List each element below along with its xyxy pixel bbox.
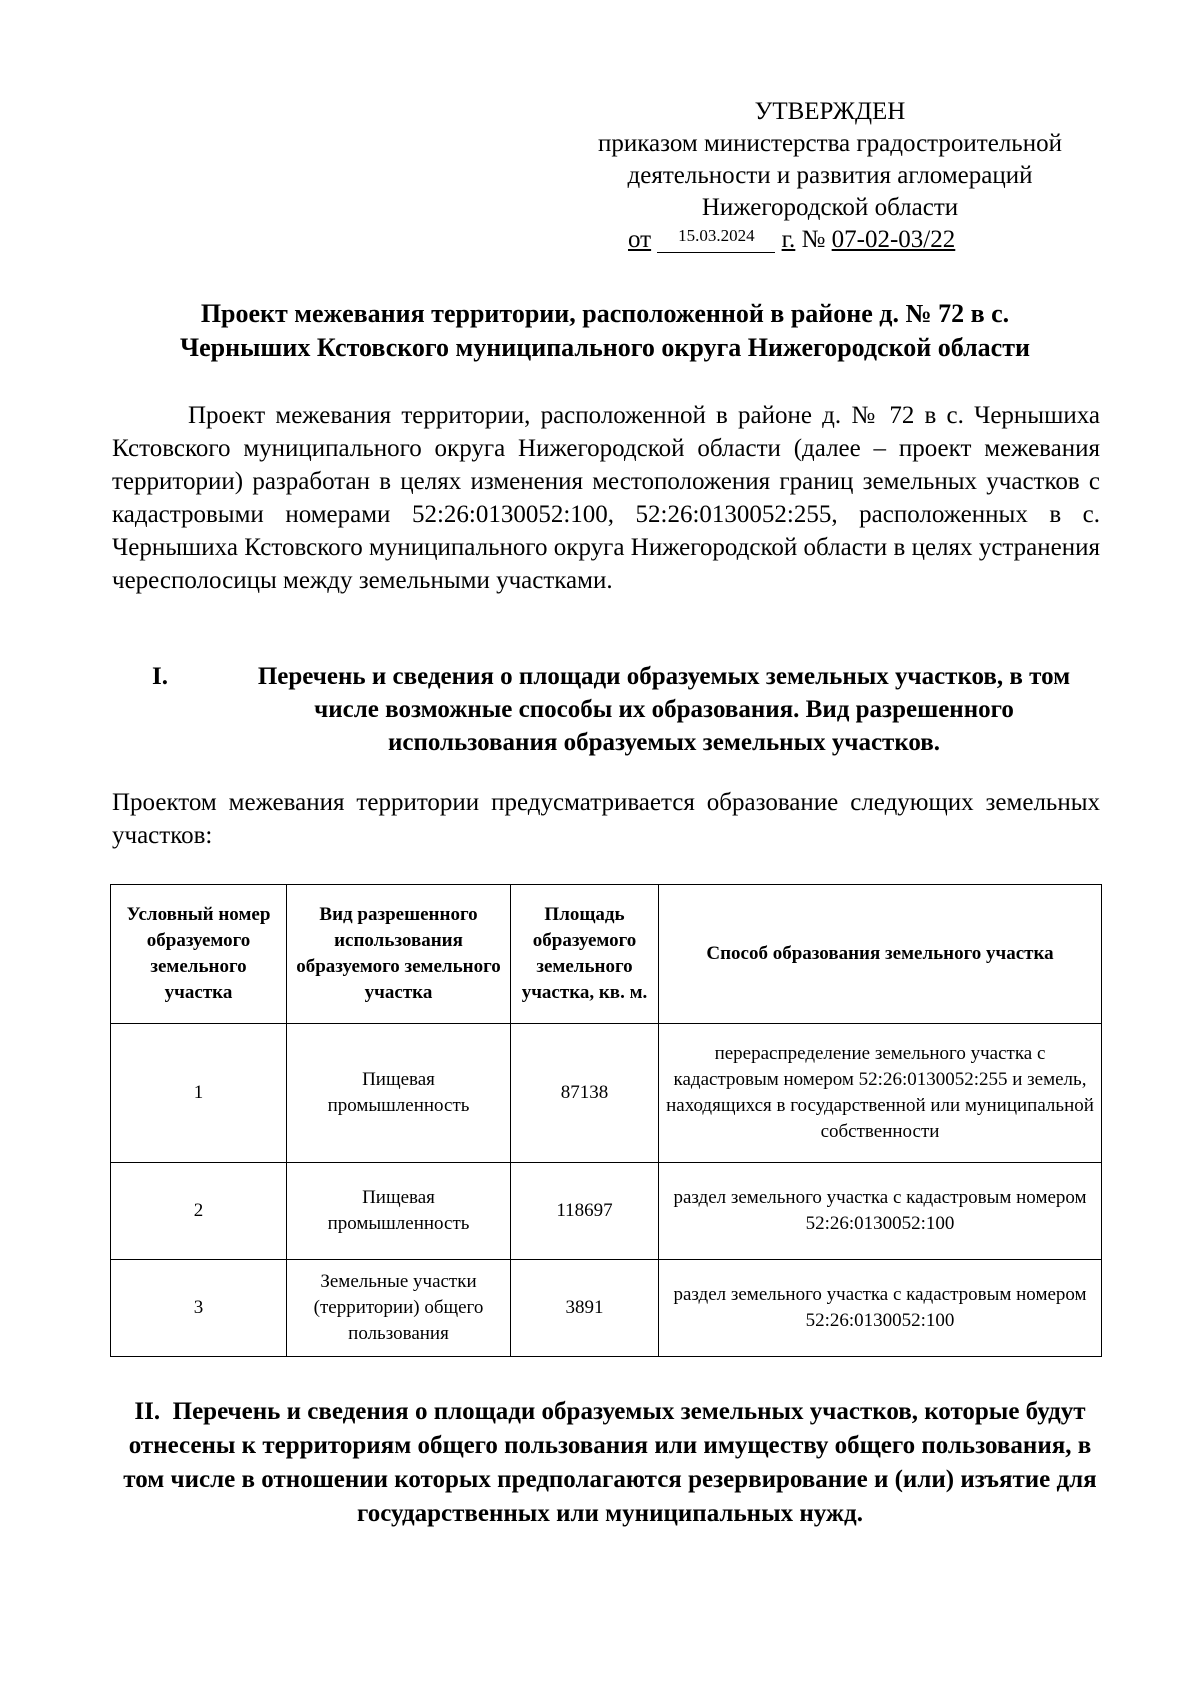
land-plots-table [110,884,1102,1357]
section-2-title: Перечень и сведения о площади образуемых земельных участков, которые будут отнесены к территориям общего пользования или имуществу общего пользования, в том числе в отношении которых предполагаются резервирование и (или) изъятие для государственных или муниципальных нужд. [123,1398,1097,1527]
table-row [111,1024,1102,1163]
approval-stamp [550,96,1110,259]
cell-area: 87138 [511,1024,659,1163]
table-row [111,1260,1102,1357]
cell-plot-number: 1 [111,1024,287,1163]
cell-plot-number: 3 [111,1260,287,1357]
approval-line-3: Нижегородской области [701,194,959,221]
approval-line-1: приказом министерства градостроительной [598,130,1062,157]
title-line-2: Черныших Кстовского муниципального округа Нижегородской области [180,333,1030,362]
cell-formation-method: раздел земельного участка с кадастровым номером 52:26:0130052:100 [659,1260,1102,1357]
title-line-1: Проект межевания территории, расположенной в районе д. № 72 в с. [200,299,1010,328]
document-title [110,297,1100,365]
header-formation-method: Способ образования земельного участка [659,885,1102,1024]
table-header-row [111,885,1102,1024]
order-number: 07-02-03/22 [831,226,956,253]
cell-formation-method: перераспределение земельного участка с кадастровым номером 52:26:0130052:255 и земель, находящихся в государственной или муниципальной собственности [659,1024,1102,1163]
section-1-title: Перечень и сведения о площади образуемых земельных участков, в том числе возможные способы их образования. Вид разрешенного использования образуемых земельных участков. [257,663,1071,756]
year-suffix: г. [781,226,796,253]
approval-heading: УТВЕРЖДЕН [754,98,906,125]
cell-permitted-use: Пищевая промышленность [287,1024,511,1163]
cell-permitted-use: Пищевая промышленность [287,1163,511,1260]
table-row [111,1163,1102,1260]
cell-plot-number: 2 [111,1163,287,1260]
number-label: № [801,226,826,253]
cell-area: 118697 [511,1163,659,1260]
cell-area: 3891 [511,1260,659,1357]
header-plot-number: Условный номер образуемого земельного участка [111,885,287,1024]
cell-permitted-use: Земельные участки (территории) общего пользования [287,1260,511,1357]
approval-line-2: деятельности и развития агломераций [627,162,1033,189]
header-permitted-use: Вид разрешенного использования образуемого земельного участка [287,885,511,1024]
approval-date: 15.03.2024 [657,220,775,253]
section-1-text: Проектом межевания территории предусматривается образование следующих земельных участков: [112,789,1100,849]
header-area: Площадь образуемого земельного участка, кв. м. [511,885,659,1024]
approval-date-line [550,224,1110,259]
from-label: от [628,226,652,253]
section-2-number: II. [134,1398,161,1425]
section-2-heading [120,1395,1100,1531]
intro-paragraph: Проект межевания территории, расположенной в районе д. № 72 в с. Чернышиха Кстовского муниципального округа Нижегородской области (далее – проект межевания территории) разработан в целях изменения местоположения границ земельных участков с кадастровыми номерами 52:26:0130052:100, 52:26:0130052:255, расположенных в с. Чернышиха Кстовского муниципального округа Нижегородской области в целях устранения чересполосицы между земельными участками. [112,402,1100,594]
section-1-number: I. [152,663,168,690]
cell-formation-method: раздел земельного участка с кадастровым номером 52:26:0130052:100 [659,1163,1102,1260]
section-1-heading [152,660,1100,759]
